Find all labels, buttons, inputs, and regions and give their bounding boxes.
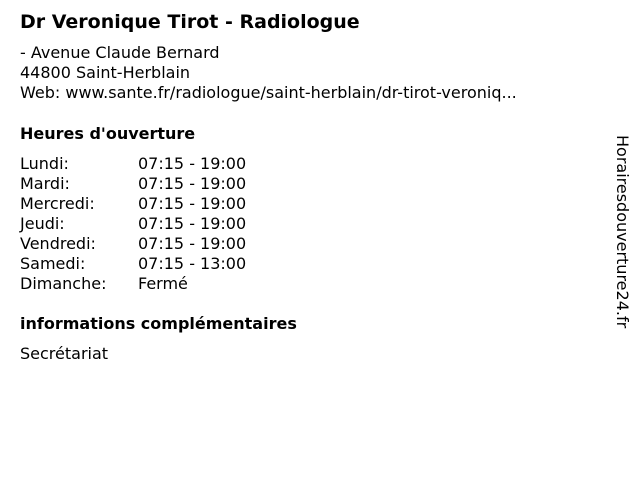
time-value: 07:15 - 19:00 — [138, 154, 247, 173]
site-watermark: Horairesdouverture24.fr — [613, 135, 632, 329]
website-link[interactable]: Web: www.sante.fr/radiologue/saint-herblain/dr-tirot-veroniq... — [20, 83, 517, 102]
day-label: Mercredi: — [20, 194, 95, 213]
opening-hours-table — [20, 154, 246, 294]
hours-row-saturday — [20, 254, 246, 274]
hours-row-thursday — [20, 214, 246, 234]
hours-row-monday — [20, 154, 246, 174]
hours-row-tuesday — [20, 174, 246, 194]
address-block — [20, 43, 517, 103]
day-label: Vendredi: — [20, 234, 96, 253]
hours-row-sunday — [20, 274, 246, 294]
time-value: Fermé — [138, 274, 188, 293]
day-label: Samedi: — [20, 254, 86, 273]
time-value: 07:15 - 19:00 — [138, 174, 247, 193]
day-label: Dimanche: — [20, 274, 107, 293]
city-address: 44800 Saint-Herblain — [20, 63, 191, 82]
page-title: Dr Veronique Tirot - Radiologue — [20, 11, 360, 33]
time-value: 07:15 - 19:00 — [138, 234, 247, 253]
additional-info-text: Secrétariat — [20, 344, 109, 363]
day-label: Mardi: — [20, 174, 70, 193]
time-value: 07:15 - 13:00 — [138, 254, 247, 273]
day-label: Jeudi: — [20, 214, 65, 233]
day-label: Lundi: — [20, 154, 69, 173]
time-value: 07:15 - 19:00 — [138, 214, 247, 233]
street-address: - Avenue Claude Bernard — [20, 43, 220, 62]
hours-row-friday — [20, 234, 246, 254]
additional-info-heading: informations complémentaires — [20, 314, 297, 333]
opening-hours-heading: Heures d'ouverture — [20, 124, 196, 143]
time-value: 07:15 - 19:00 — [138, 194, 247, 213]
hours-row-wednesday — [20, 194, 246, 214]
